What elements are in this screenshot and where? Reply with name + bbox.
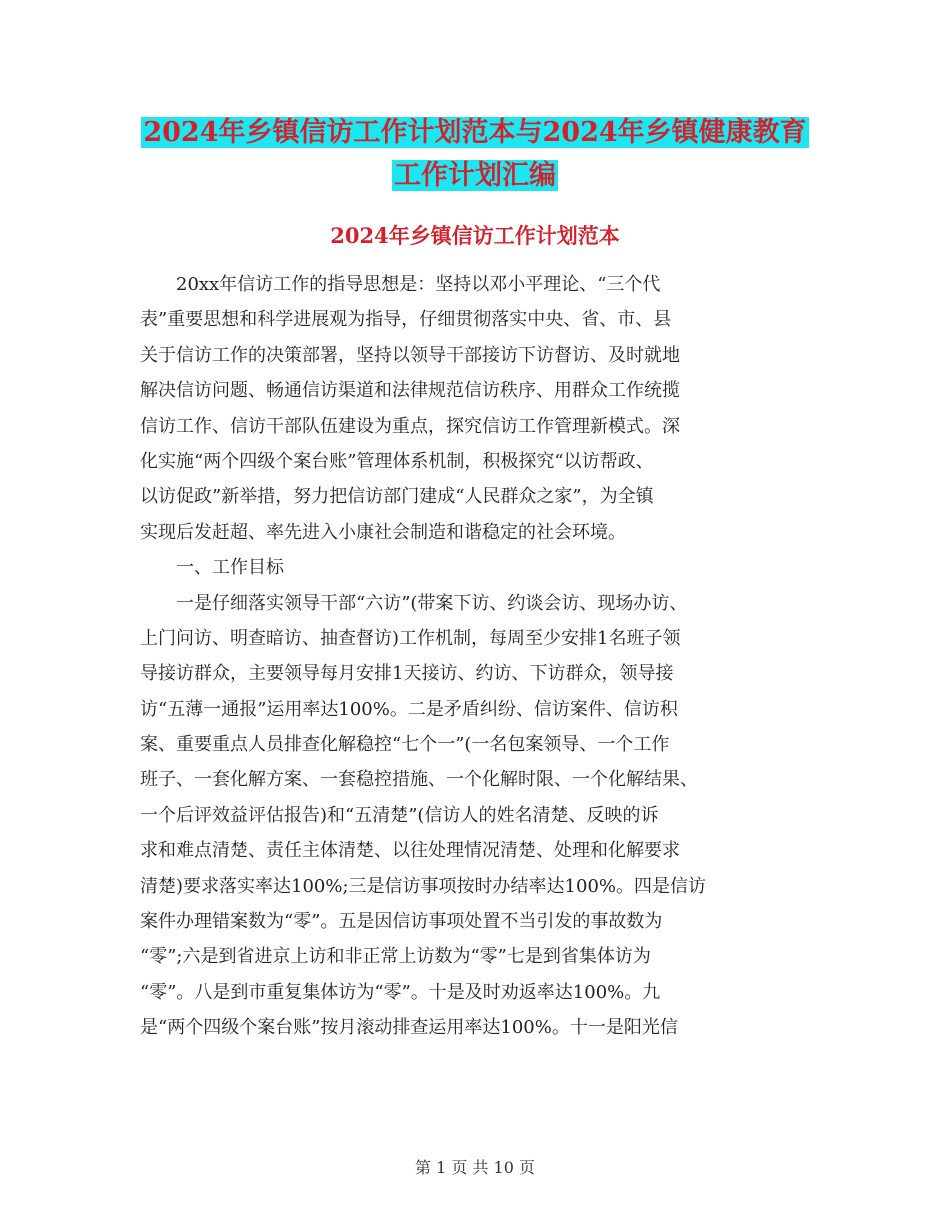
paragraph-line: 案件办理错案数为“零”。五是因信访事项处置不当引发的事故数为 — [140, 911, 663, 933]
paragraph-line: “零”;六是到省进京上访和非正常上访数为“零”七是到省集体访为 — [140, 946, 651, 968]
paragraph-line: 解决信访问题、畅通信访渠道和法律规范信访秩序、用群众工作统揽 — [140, 380, 680, 402]
section-title: 2024年乡镇信访工作计划范本 — [330, 223, 620, 248]
page-footer: 第 1 页 共 10 页 — [415, 1158, 535, 1177]
paragraph-line: 20xx年信访工作的指导思想是：坚持以邓小平理论、“三个代 — [140, 274, 661, 295]
paragraph-line: 以访促政”新举措，努力把信访部门建成“人民群众之家”，为全镇 — [140, 486, 654, 508]
document-title-line-1 — [0, 113, 950, 153]
paragraph-line: 上门问访、明查暗访、抽查督访)工作机制，每周至少安排1名班子领 — [140, 627, 681, 649]
paragraph-line: 访“五薄一通报”运用率达100%。二是矛盾纠纷、信访案件、信访积 — [140, 698, 678, 720]
title-highlight-1: 2024年乡镇信访工作计划范本与2024年乡镇健康教育 — [143, 117, 807, 148]
paragraph-line: 是“两个四级个案台账”按月滚动排查运用率达100%。十一是阳光信 — [140, 1017, 678, 1039]
paragraph-line: 一个后评效益评估报告)和“五清楚”(信访人的姓名清楚、反映的诉 — [140, 804, 659, 826]
paragraph-line: 关于信访工作的决策部署，坚持以领导干部接访下访督访、及时就地 — [140, 344, 680, 366]
paragraph-line: 求和难点清楚、责任主体清楚、以往处理情况清楚、处理和化解要求 — [140, 840, 680, 862]
title-highlight-2: 工作计划汇编 — [394, 160, 556, 191]
paragraph-line: 案、重要重点人员排查化解稳控“七个一”(一名包案领导、一个工作 — [140, 734, 670, 756]
paragraph-line: 导接访群众，主要领导每月安排1天接访、约访、下访群众，领导接 — [140, 663, 674, 685]
paragraph-line: 一是仔细落实领导干部“六访”(带案下访、约谈会访、现场办访、 — [140, 592, 688, 614]
document-title-line-2 — [0, 156, 950, 196]
paragraph-line: 实现后发赶超、率先进入小康社会制造和谐稳定的社会环境。 — [140, 521, 626, 543]
section-heading: 一、工作目标 — [140, 557, 284, 579]
body-text — [140, 267, 830, 1046]
paragraph-line: 班子、一套化解方案、一套稳控措施、一个化解时限、一个化解结果、 — [140, 769, 698, 791]
paragraph-line: 信访工作、信访干部队伍建设为重点，探究信访工作管理新模式。深 — [140, 415, 680, 437]
paragraph-line: 表”重要思想和科学进展观为指导，仔细贯彻落实中央、省、市、县 — [140, 309, 672, 331]
paragraph-line: “零”。八是到市重复集体访为“零”。十是及时劝返率达100%。九 — [140, 981, 661, 1003]
paragraph-line: 化实施“两个四级个案台账”管理体系机制，积极探究“以访帮政、 — [140, 450, 654, 472]
paragraph-line: 清楚)要求落实率达100%;三是信访事项按时办结率达100%。四是信访 — [140, 875, 707, 897]
